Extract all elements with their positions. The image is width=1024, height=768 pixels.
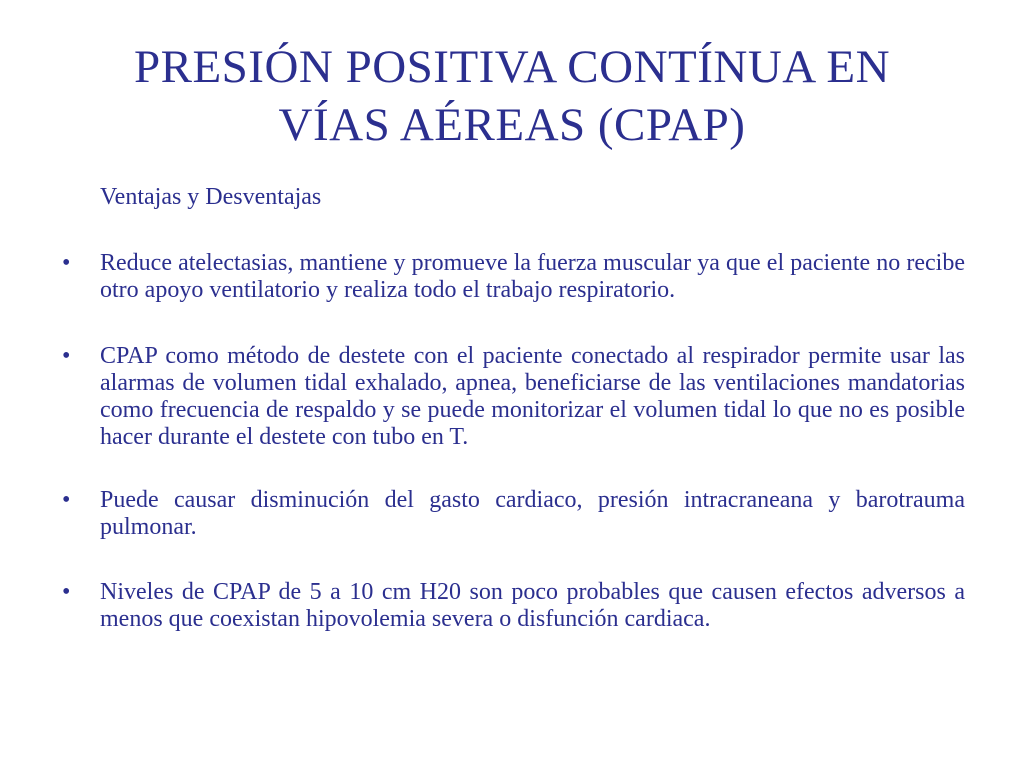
bullet-item — [62, 487, 965, 541]
bullet-item — [62, 579, 965, 633]
bullet-text: CPAP como método de destete con el paciente conectado al respirador permite usar las alarmas de volumen tidal exhalado, apnea, beneficiarse de las ventilaciones mandatorias como frecuencia de respaldo y se puede monitorizar el volumen tidal lo que no es posible hacer durante el destete con tubo en T. — [100, 343, 965, 450]
bullet-text: Puede causar disminución del gasto cardiaco, presión intracraneana y barotrauma pulmonar. — [100, 487, 965, 540]
title-line-1: PRESIÓN POSITIVA CONTÍNUA EN — [133, 41, 891, 93]
title-line-2: VÍAS AÉREAS (CPAP) — [278, 99, 746, 151]
bullet-item — [62, 250, 965, 304]
slide-title — [40, 38, 984, 154]
bullet-icon: • — [62, 487, 71, 513]
bullet-text: Niveles de CPAP de 5 a 10 cm H20 son poco probables que causen efectos adversos a menos que coexistan hipovolemia severa o disfunción cardiaca. — [100, 579, 965, 632]
slide-subtitle: Ventajas y Desventajas — [100, 184, 322, 210]
bullet-item — [62, 343, 965, 451]
bullet-text: Reduce atelectasias, mantiene y promueve la fuerza muscular ya que el paciente no recibe otro apoyo ventilatorio y realiza todo el trabajo respiratorio. — [100, 250, 965, 303]
bullet-icon: • — [62, 579, 71, 605]
bullet-list — [62, 250, 965, 672]
bullet-icon: • — [62, 343, 71, 369]
bullet-icon: • — [62, 250, 71, 276]
